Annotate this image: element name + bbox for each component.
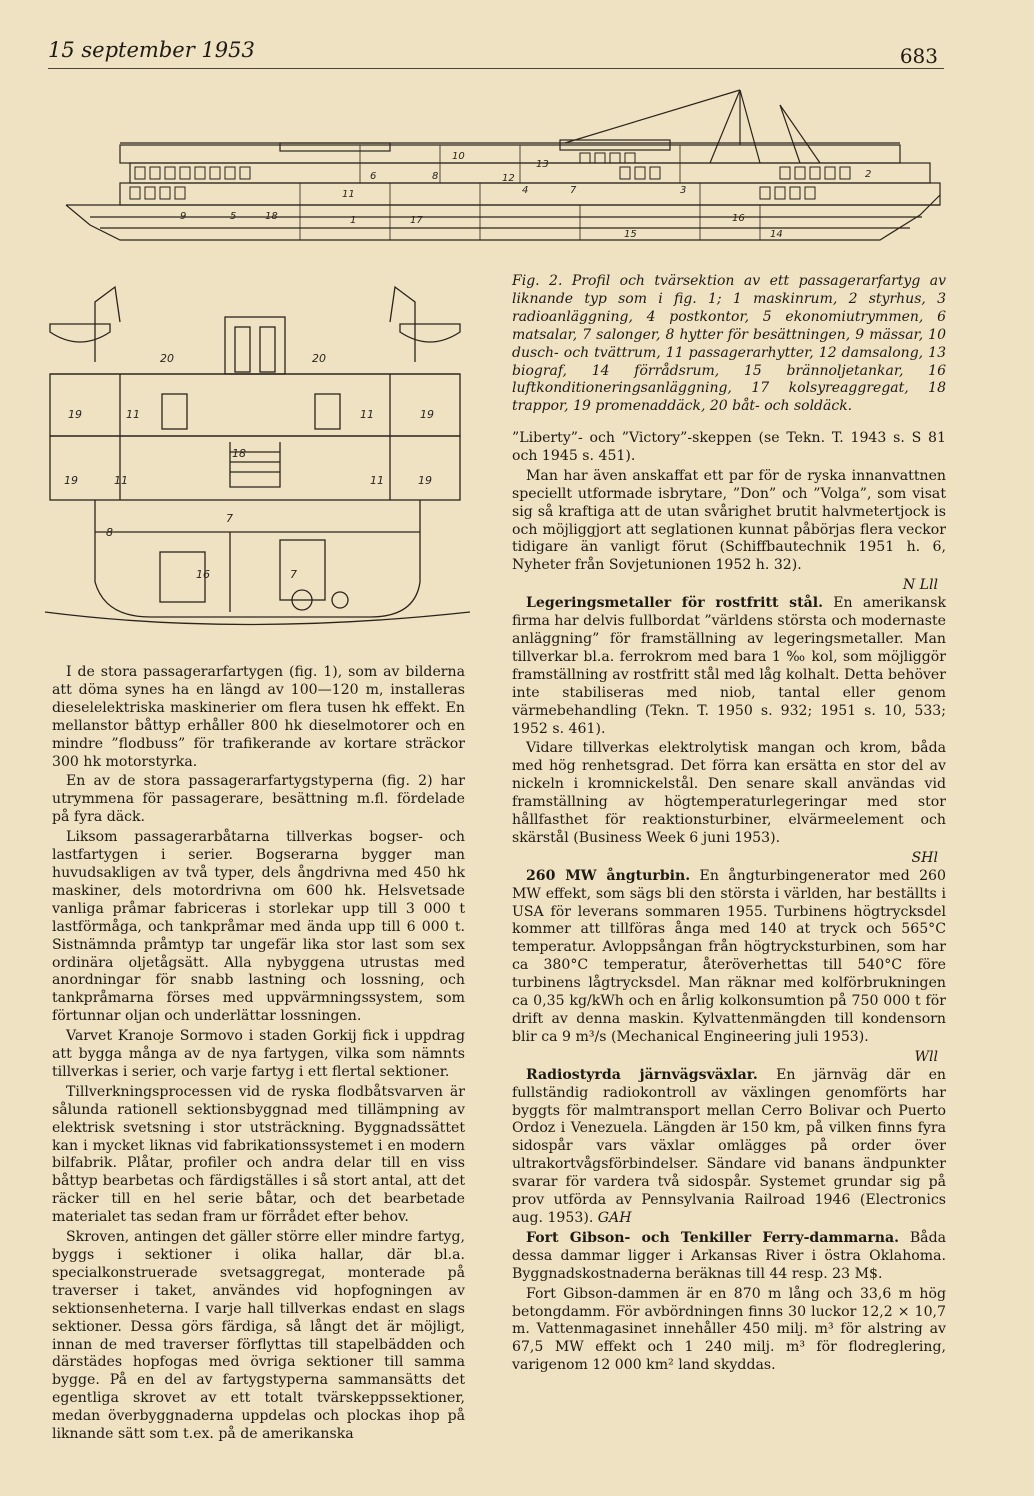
profile-label-13: 13: [536, 159, 549, 170]
section-signature: SHl: [911, 849, 938, 866]
section-signature: Wll: [914, 1048, 938, 1065]
section-body: En järnväg där en fullständig radiokontroll av växlingen genomförts har byggts för malmtransport mellan Cerro Bolivar och Puerto Ordoz i Venezuela. Längden är 150 km, på vilken finns fyra sidospår vars växlar omlägges på order över ultrakortvågsförbindelser. Sändare vid banans ändpunkter svarar för vardera två sidospår. Systemet grundar sig på prov utförda av Pennsylvania Railroad 1946 (Electronics aug. 1953).: [512, 1066, 946, 1226]
section-label-16: 16: [196, 568, 210, 581]
section-label-11b: 11: [360, 408, 374, 421]
profile-label-11: 11: [342, 189, 355, 200]
section-label-7b: 7: [290, 568, 297, 581]
left-column: [52, 664, 465, 1446]
section-label-8: 8: [106, 526, 113, 539]
profile-label-5: 5: [230, 211, 237, 222]
section-title: 260 MW ångturbin.: [526, 867, 691, 884]
profile-label-17: 17: [410, 215, 423, 226]
ship-cross-section-drawing: [40, 282, 480, 652]
left-paragraph-6: Skroven, antingen det gäller större eller mindre fartyg, byggs i sektioner i olika hallar, där bl.a. specialkonstruerade svetsaggregat, monterade på traverser i taket, användes vid hopfogningen av sektionsenheterna. I varje hall tillverkas endast en slags sektioner. Dessa görs färdiga, så långt det är möjligt, innan de med traverser förflyttas till stapelbädden och därstädes hopfogas med övriga sektioner till samma bygge. På en del av fartygstyperna sammansätts det egentliga skrovet av ett totalt tvärskeppssektioner, medan överbyggnaderna uppdelas och plockas ihop på liknande sätt som t.ex. på de amerikanska: [52, 1229, 465, 1443]
profile-label-2: 2: [865, 169, 872, 180]
section-title: Legeringsmetaller för rostfritt stål.: [526, 595, 823, 612]
section-dammarna-p2: Fort Gibson-dammen är en 870 m lång och 33,6 m hög betongdamm. För avbördningen finns 30 luckor 12,2 × 10,7 m. Vattenmagasinet innehåller 450 milj. m³ för alstring av 67,5 MW effekt och 1 240 milj. m³ för flodreglering, varigenom 12 000 km² land skyddas.: [512, 1285, 946, 1374]
profile-label-14: 14: [770, 229, 783, 240]
section-title: Fort Gibson- och Tenkiller Ferry-dammarna.: [526, 1229, 900, 1246]
profile-label-9: 9: [180, 211, 187, 222]
page-number: 683: [899, 44, 938, 68]
section-angturbin: [512, 868, 946, 1047]
section-label-7a: 7: [226, 512, 233, 525]
section-body: Båda dessa dammar ligger i Arkansas River i östra Oklahoma. Byggnadskostnaderna beräknas till 44 resp. 23 M$.: [512, 1229, 946, 1282]
left-paragraph-1: I de stora passagerarfartygen (fig. 1), som av bilderna att döma synes ha en längd av 100—120 m, installeras dieselelektriska maskinerier om flera tusen hk effekt. En mellanstor båttyp erhåller 800 hk dieselmotorer och en mindre ”flodbuss” för trafikerande av kortare sträckor 300 hk motorstyrka.: [52, 664, 465, 770]
section-body: En ångturbingenerator med 260 MW effekt, som sägs bli den största i världen, har beställts i USA för leverans sommaren 1955. Turbinens högtrycksdel kommer att tillföras ånga med 140 at tryck och 565°C temperatur. Avloppsångan från högtrycksturbinen, som har ca 380°C temperatur, återöverhettas till 540°C före turbinens lågtrycksdel. Man räknar med kolförbrukningen ca 0,35 kg/kWh och en årlig kolkonsumtion på 750 000 t för drift av denna maskin. Kylvattenmängden till kondensorn blir ca 9 m³/s (Mechanical Engineering juli 1953).: [512, 867, 946, 1045]
section-label-20b: 20: [312, 352, 326, 365]
profile-label-8: 8: [432, 171, 439, 182]
section-label-11a: 11: [126, 408, 140, 421]
profile-label-12: 12: [502, 173, 515, 184]
left-paragraph-2: En av de stora passagerarfartygstyperna (fig. 2) har utrymmena för passagerare, besättning m.fl. fördelade på fyra däck.: [52, 773, 465, 826]
profile-label-3: 3: [680, 185, 687, 196]
left-paragraph-5: Tillverkningsprocessen vid de ryska flodbåtsvarven är sålunda rationell sektionsbyggnad med tillämpning av elektrisk svetsning i stor utsträckning. Byggnadssättet kan i mycket liknas vid fabrikationssystemet i en modern bilfabrik. Plåtar, profiler och andra delar till en viss båttyp bearbetas och färdigställes i så stort antal, att det räcker till en hel serie båtar, och det bearbetade materialet tas sedan fram ur förrådet efter behov.: [52, 1083, 465, 1226]
section-dammarna: [512, 1230, 946, 1284]
figure-caption: Fig. 2. Profil och tvärsektion av ett passagerarfartyg av liknande typ som i fig. 1; 1 maskinrum, 2 styrhus, 3 radioanläggning, 4 postkontor, 5 ekonomiutrymmen, 6 matsalar, 7 salonger, 8 hytter för besättningen, 9 mässar, 10 dusch- och tvättrum, 11 passagerarhytter, 12 damsalong, 13 biograf, 14 förrådsrum, 15 brännoljetankar, 16 luftkonditioneringsanläggning, 17 kolsyreaggregat, 18 trappor, 19 promenaddäck, 20 båt- och soldäck.: [512, 273, 946, 415]
profile-label-4: 4: [522, 185, 529, 196]
section-label-19a: 19: [68, 408, 82, 421]
section-signature: GAH: [597, 1209, 632, 1226]
section-label-11c: 11: [114, 474, 128, 487]
right-intro-paragraph-1: ”Liberty”- och ”Victory”-skeppen (se Tekn. T. 1943 s. S 81 och 1945 s. 451).: [512, 430, 946, 464]
right-column: [512, 430, 946, 1377]
ship-profile-drawing: [60, 85, 945, 260]
issue-date: 15 september 1953: [48, 38, 255, 62]
section-legeringsmetaller: [512, 595, 946, 738]
profile-label-6: 6: [370, 171, 377, 182]
profile-label-1: 1: [350, 215, 357, 226]
section-radiostyrda: [512, 1067, 946, 1228]
section-label-19c: 19: [64, 474, 78, 487]
section-legeringsmetaller-p2: Vidare tillverkas elektrolytisk mangan och krom, båda med hög renhetsgrad. Det förra kan ersätta en stor del av nickeln i kromnickelstål. Den senare skall användas vid framställning av högtemperaturlegeringar med stor hållfasthet för reaktionsturbiner, elvärmeelement och skärstål (Business Week 6 juni 1953).: [512, 740, 946, 846]
profile-label-18: 18: [265, 211, 278, 222]
page-header: [48, 34, 944, 69]
section-body: En amerikansk firma har delvis fullbordat ”världens största och modernaste anläggning” för framställning av legeringsmetaller. Man tillverkar bl.a. ferrokrom med bara 1 ‰ kol, som möjliggör framställning av rostfritt stål med låg kolhalt. Detta behöver inte stabiliseras med niob, tantal eller genom värmebehandling (Tekn. T. 1950 s. 932; 1951 s. 10, 533; 1952 s. 461).: [512, 595, 946, 737]
section-label-19b: 19: [420, 408, 434, 421]
profile-label-10: 10: [452, 151, 465, 162]
section-label-18: 18: [232, 447, 246, 460]
section-label-20a: 20: [160, 352, 174, 365]
profile-label-7: 7: [570, 185, 577, 196]
section-title: Radiostyrda järnvägsväxlar.: [526, 1066, 758, 1083]
intro-signature: N Lll: [902, 577, 938, 594]
right-intro-paragraph-2: Man har även anskaffat ett par för de ryska innanvattnen speciellt utformade isbrytare, ”Don” och ”Volga”, som visat sig så kraftiga att de utan svårighet brutit halvmetertjock is och möjliggjort att seglationen kunnat påbörjas flera veckor tidigare än vanligt förut (Schiffbautechnik 1951 h. 6, Nyheter från Sovjetunionen 1952 h. 32).: [512, 467, 946, 574]
section-label-11d: 11: [370, 474, 384, 487]
left-paragraph-3: Liksom passagerarbåtarna tillverkas bogser- och lastfartygen i serier. Bogserarna bygger man huvudsakligen av två typer, dels ångdrivna med 450 hk maskiner, dels motordrivna om 600 hk. Helsvetsade vanliga pråmar fabriceras i storlekar upp till 3 000 t lastförmåga, och tankpråmar med ända upp till 6 000 t. Sistnämnda pråmtyp tar ungefär lika stor last som sex ordinära oljetågsätt. Alla nybyggena utrustas med anordningar för snabb lastning och lossning, och tankpråmarna förses med uppvärmningssystem, som förtunnar oljan och underlättar lossningen.: [52, 829, 465, 1025]
left-paragraph-4: Varvet Kranoje Sormovo i staden Gorkij fick i uppdrag att bygga många av de nya fartygen, vilka som nämnts tillverkas i serier, och varje fartyg i ett flertal sektioner.: [52, 1028, 465, 1080]
profile-label-16: 16: [732, 213, 745, 224]
profile-label-15: 15: [624, 229, 637, 240]
section-label-19d: 19: [418, 474, 432, 487]
